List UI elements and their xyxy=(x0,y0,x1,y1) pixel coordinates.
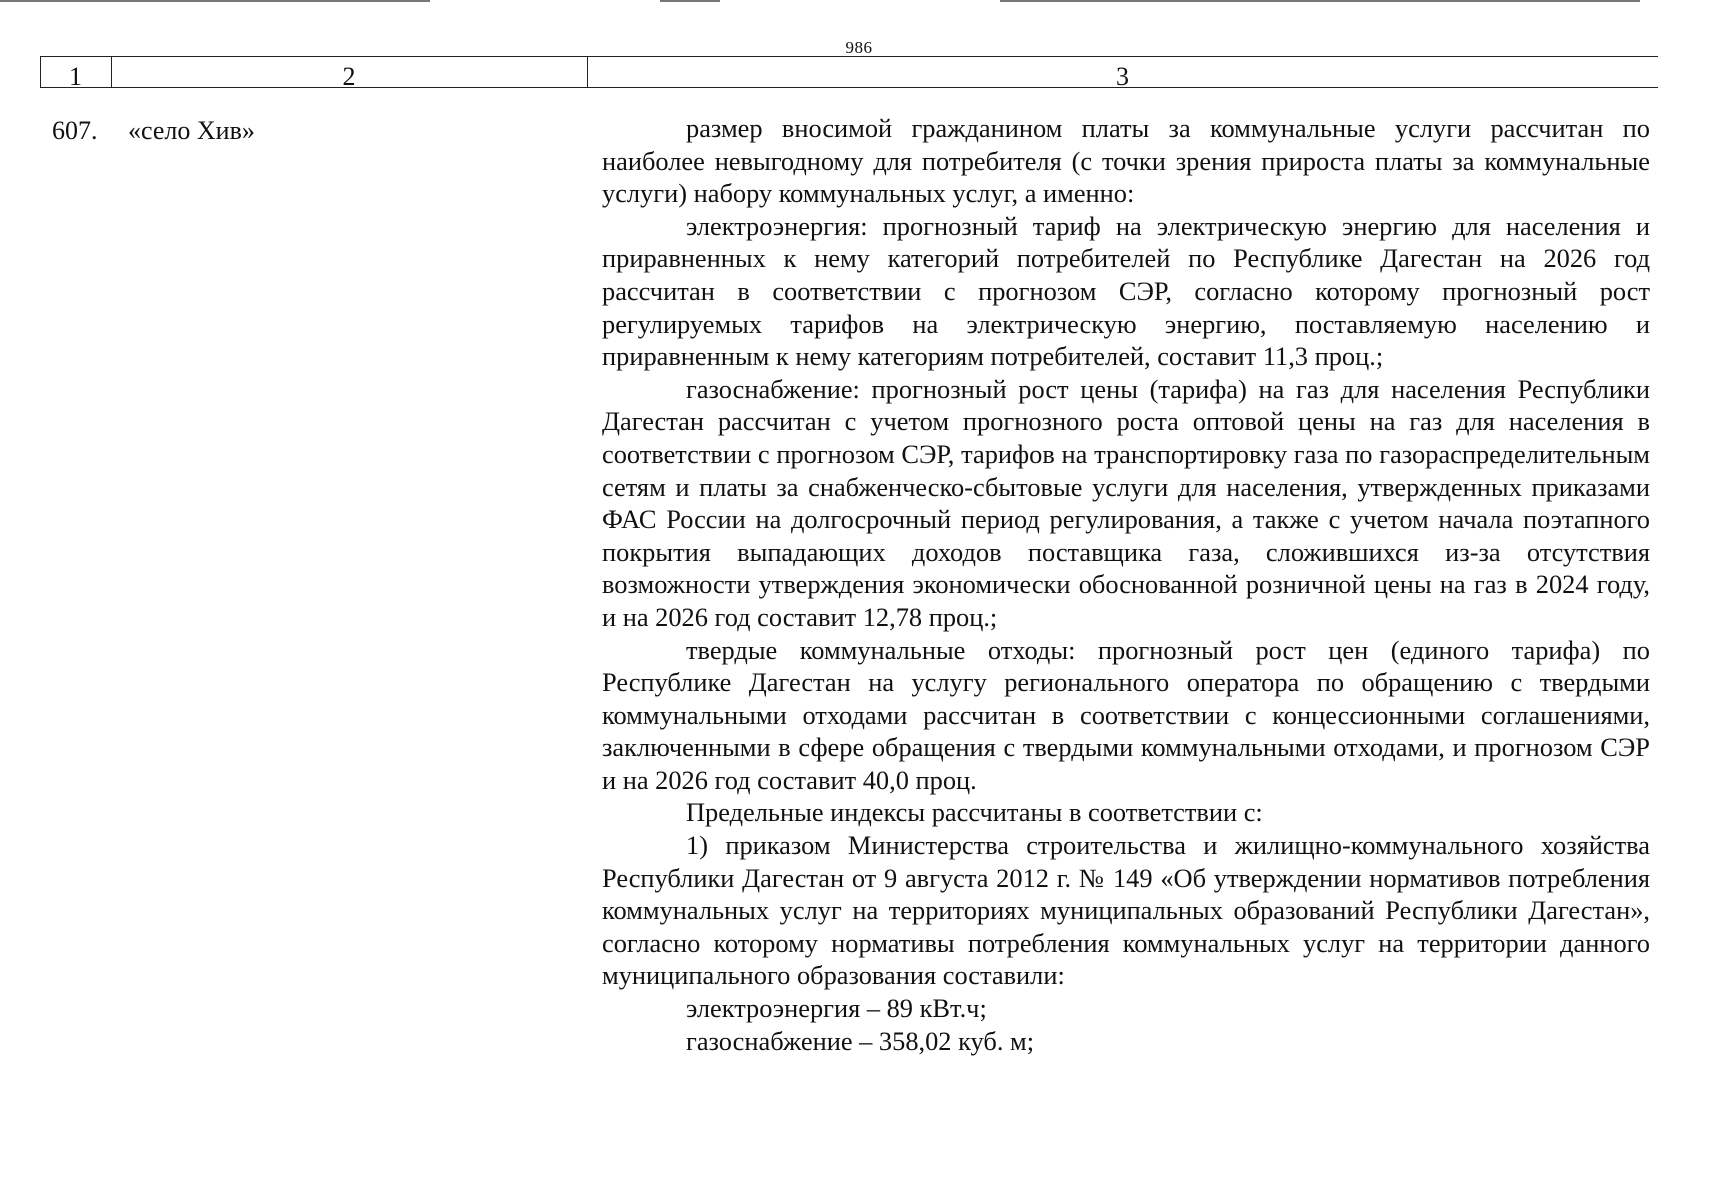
scan-edge-middle xyxy=(660,0,720,2)
column-number-3: 3 xyxy=(1116,62,1129,91)
column-number-2: 2 xyxy=(342,62,356,91)
header-top-rule xyxy=(40,56,1658,57)
paragraph-indices-intro: Предельные индексы рассчитаны в соответствии с: xyxy=(686,797,1263,828)
row-description xyxy=(602,112,1650,1057)
paragraph-gas: газоснабжение: прогнозный рост цены (тарифа) на газ для населения Республики Дагестан рассчитан с учетом прогнозного роста оптовой цены на газ для населения в соответствии с прогнозом СЭР, тарифов на транспортировку газа по газораспределительным сетям и платы за снабженческо-сбытовые услуги для населения, утвержденных приказами ФАС России на долгосрочный период регулирования, а также с учетом начала поэтапного покрытия выпадающих доходов поставщика газа, сложившихся из-за отсутствия возможности утверждения экономически обоснованной розничной цены на газ в 2024 году, и на 2026 год составит 12,78 проц.; xyxy=(602,373,1650,632)
paragraph-electricity-norm: электроэнергия – 89 кВт.ч; xyxy=(686,993,987,1024)
paragraph-gas-norm: газоснабжение – 358,02 куб. м; xyxy=(686,1025,1035,1056)
paragraph-electricity: электроэнергия: прогнозный тариф на электрическую энергию для населения и приравненных к нему категорий потребителей по Республике Дагестан на 2026 год рассчитан в соответствии с прогнозом СЭР, согласно которому прогнозный рост регулируемых тарифов на электрическую энергию, поставляемую населению и приравненным к нему категориям потребителей, составит 11,3 проц.; xyxy=(602,210,1650,372)
column-number-1: 1 xyxy=(69,62,82,91)
row-number: 607. xyxy=(52,116,98,145)
paragraph-ministry-order: 1) приказом Министерства строительства и жилищно-коммунального хозяйства Республики Дагестан от 9 августа 2012 г. № 149 «Об утверждении нормативов потребления коммунальных услуг на территориях муниципальных образований Республики Дагестан», согласно которому нормативы потребления коммунальных услуг на территории данного муниципального образования составили: xyxy=(602,830,1650,991)
page-number: 986 xyxy=(845,38,873,57)
scan-edge-right xyxy=(1000,0,1640,2)
paragraph-payment-basis: размер вносимой гражданином платы за коммунальные услуги рассчитан по наиболее невыгодному для потребителя (с точки зрения прироста платы за коммунальные услуги) набору коммунальных услуг, а именно: xyxy=(602,113,1650,209)
scan-edge-left xyxy=(0,0,430,2)
settlement-name: «село Хив» xyxy=(128,116,255,145)
paragraph-solid-waste: твердые коммунальные отходы: прогнозный рост цен (единого тарифа) по Республике Дагестан на услугу регионального оператора по обращению с твердыми коммунальными отходами рассчитан в соответствии с концессионными соглашениями, заключенными в сфере обращения с твердыми коммунальными отходами, и прогнозом СЭР и на 2026 год составит 40,0 проц. xyxy=(602,634,1650,795)
